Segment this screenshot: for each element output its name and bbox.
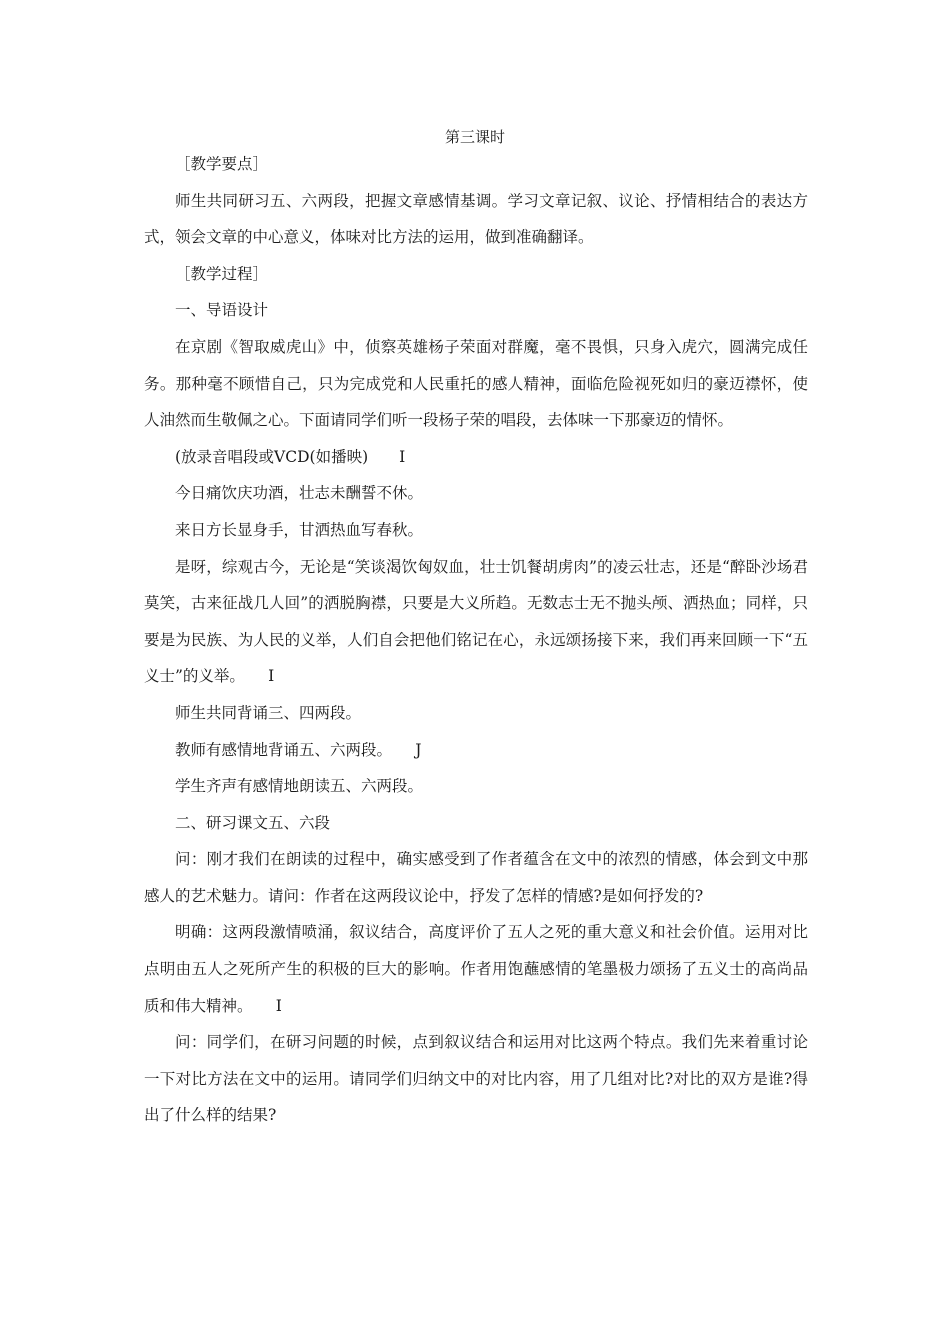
paragraph-students-read: 学生齐声有感情地朗读五、六两段。 (175, 777, 424, 796)
document-body (144, 146, 808, 1134)
paragraph-teacher-recite: 教师有感情地背诵五、六两段。 J (175, 740, 422, 759)
lesson-title: 第三课时 (444, 128, 505, 146)
section-heading-teaching-process: ［教学过程］ (175, 264, 269, 283)
lyric-line-1: 今日痛饮庆功酒，壮志未酬誓不休。 (175, 484, 424, 503)
paragraph-recite-3-4: 师生共同背诵三、四两段。 (175, 703, 362, 722)
paragraph-transition: 是呀，综观古今，无论是“笑谈渴饮匈奴血，壮士饥餐胡虏肉”的凌云壮志，还是“醉卧沙场君莫笑，古来征战几人回”的洒脱胸襟，只要是大义所趋。无数志士无不抛头颅、洒热血；同样，只要是为民族、为人民的义举，人们自会把他们铭记在心，永远颂扬接下来，我们再来回顾一下“五义士”的义举。 I (144, 557, 808, 686)
paragraph-intro: 在京剧《智取威虎山》中，侦察英雄杨子荣面对群魔，毫不畏惧，只身入虎穴，圆满完成任务。那种毫不顾惜自己，只为完成党和人民重托的感人精神，面临危险视死如归的豪迈襟怀，使人油然而生敬佩之心。下面请同学们听一段杨子荣的唱段，去体味一下那豪迈的情怀。 (144, 337, 808, 430)
paragraph-question-1: 问：刚才我们在朗读的过程中，确实感受到了作者蕴含在文中的浓烈的情感，体会到文中那感人的艺术魅力。请问：作者在这两段议论中，抒发了怎样的情感?是如何抒发的? (144, 850, 808, 905)
subheading-study-text: 二、研习课文五、六段 (175, 813, 331, 832)
paragraph-answer-1: 明确：这两段激情喷涌，叙议结合，高度评价了五人之死的重大意义和社会价值。运用对比点明由五人之死所产生的积极的巨大的影响。作者用饱蘸感情的笔墨极力颂扬了五义士的高尚品质和伟大精神。 I (144, 923, 808, 1015)
section-heading-teaching-points: ［教学要点］ (175, 155, 269, 173)
paragraph-question-2: 问：同学们，在研习问题的时候，点到叙议结合和运用对比这两个特点。我们先来着重讨论一下对比方法在文中的运用。请同学们归纳文中的对比内容，用了几组对比?对比的双方是谁?得出了什么样的结果? (144, 1033, 808, 1125)
paragraph-teaching-points: 师生共同研习五、六两段，把握文章感情基调。学习文章记叙、议论、抒情相结合的表达方式，领会文章的中心意义，体味对比方法的运用，做到准确翻译。 (144, 191, 808, 247)
subheading-intro-design: 一、导语设计 (175, 301, 269, 320)
paragraph-play-audio: (放录音唱段或VCD(如播映) I (175, 447, 406, 466)
lyric-line-2: 来日方长显身手，甘洒热血写春秋。 (175, 520, 424, 539)
